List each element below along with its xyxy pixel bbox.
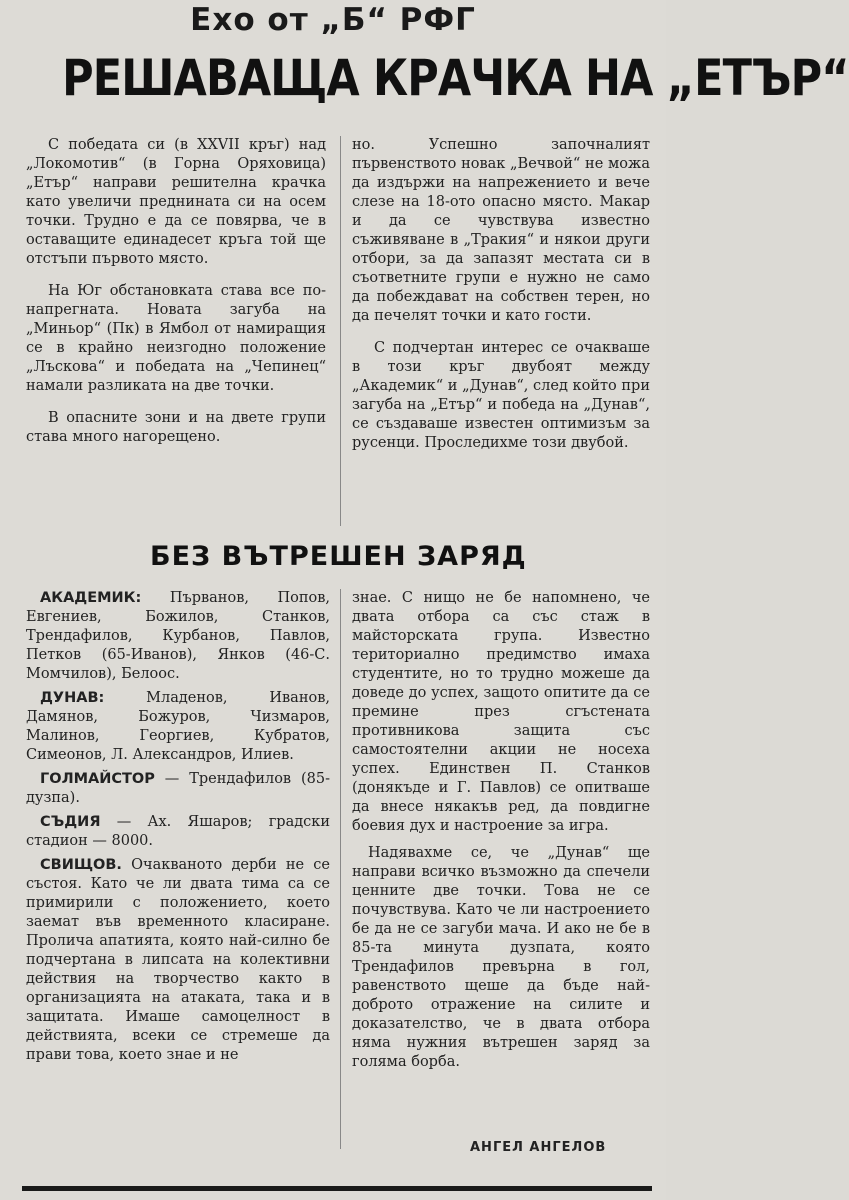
intro-column-left (26, 136, 326, 460)
lineup-lead: ДУНАВ: (40, 690, 105, 706)
lineup-paragraph (26, 770, 330, 808)
kicker: Ехо от „Б“ РФГ (190, 2, 476, 38)
lineup-text: Младенов, Иванов, Дамянов, Божуров, Чизмаров, Малинов, Георгиев, Кубратов, Симеонов, Л. Александров, Илиев. (26, 690, 330, 763)
lineup-lead: СЪДИЯ (40, 814, 101, 830)
lineup-lead: АКАДЕМИК: (40, 590, 142, 606)
lineup-lead: СВИЩОВ. (40, 857, 122, 873)
lineup-column (26, 589, 330, 1070)
subheadline: БЕЗ ВЪТРЕШЕН ЗАРЯД (150, 541, 527, 572)
lineup-paragraph (26, 689, 330, 765)
lineup-paragraph (26, 589, 330, 684)
lineup-text: — Трендафилов (85-дузпа). (26, 771, 330, 806)
paragraph: знае. С нищо не бе напомнено, че двата отбора са със стаж в майсторската група. Известно териториално предимство имаха студентите, но то трудно можеше да доведе до успех, защото опитите да се премине през сгъстената противникова защита със самостоятелни акции не носеха успех. Единствен П. Станков (донякъде и Г. Павлов) се опитваше да внесе някакъв ред, да повдигне боевия дух и настроение за игра. (352, 590, 650, 834)
column-divider (340, 589, 341, 1149)
lineup-lead: ГОЛМАЙСТОР (40, 771, 155, 787)
paragraph: но. Успешно започналият първенството новак „Вечвой“ не можа да издържи на напрежението и вече слезе на 18-ото опасно място. Макар и да се чувствува известно съживяване в „Тракия“ и някои други отбори, за да запазят местата си в съответните групи е нужно не само да побеждават на собствен терен, но да печелят точки и като гости. (352, 137, 650, 324)
lineup-paragraph (26, 813, 330, 851)
paragraph: В опасните зони и на двете групи става много нагорещено. (26, 410, 326, 445)
lineup-text: Очакваното дерби не се състоя. Като че ли двата тима са се примирили с положението, което заемат във временното класиране. Пролича апатията, която най-силно бе подчертана в липсата на колективни действия на творчество както в организацията на атаката, така и в защитата. Имаше самоцелност в действията, всеки се стремеше да прави това, което знае и не (26, 857, 330, 1063)
paragraph: С победата си (в XXVII кръг) над „Локомотив“ (в Горна Оряховица) „Етър“ направи решителна крачка като увеличи преднината си на осем точки. Трудно е да се повярва, че в оставащите единадесет кръга той ще отстъпи първото място. (26, 137, 326, 267)
lineup-paragraph (26, 856, 330, 1065)
headline: РЕШАВАЩА КРАЧКА НА „ЕТЪР“ (62, 49, 849, 107)
byline: АНГЕЛ АНГЕЛОВ (470, 1140, 607, 1155)
column-divider (340, 136, 341, 526)
intro-column-right (352, 136, 650, 466)
paragraph: Надявахме се, че „Дунав“ ще направи всичко възможно да спечели ценните две точки. Това не се почувствува. Като че ли настроението бе да не се загуби мача. И ако не бе в 85-та минута дузпата, която Трендафилов превърна в гол, равенството щеше да бъде най-доброто отражение на силите и доказателство, че в двата отбора няма нужния вътрешен заряд за голяма борба. (352, 845, 650, 1070)
paragraph: С подчертан интерес се очакваше в този кръг двубоят между „Академик“ и „Дунав“, след който при загуба на „Етър“ и победа на „Дунав“, се създаваше известен оптимизъм за русенци. Проследихме този двубой. (352, 340, 650, 451)
lineup-text: Първанов, Попов, Евгениев, Божилов, Станков, Трендафилов, Курбанов, Павлов, Петков (65-Иванов), Янков (46-С. Момчилов), Белоос. (26, 590, 330, 682)
report-column (352, 589, 650, 1080)
paragraph: На Юг обстановката става все по-напрегната. Новата загуба на „Миньор“ (Пк) в Ямбол от намиращия се в крайно неизгодно положение „Лъскова“ и победата на „Чепинец“ намали разликата на две точки. (26, 283, 326, 394)
bottom-rule (22, 1186, 652, 1191)
lineup-text: — Ах. Яшаров; градски стадион — 8000. (26, 814, 330, 849)
